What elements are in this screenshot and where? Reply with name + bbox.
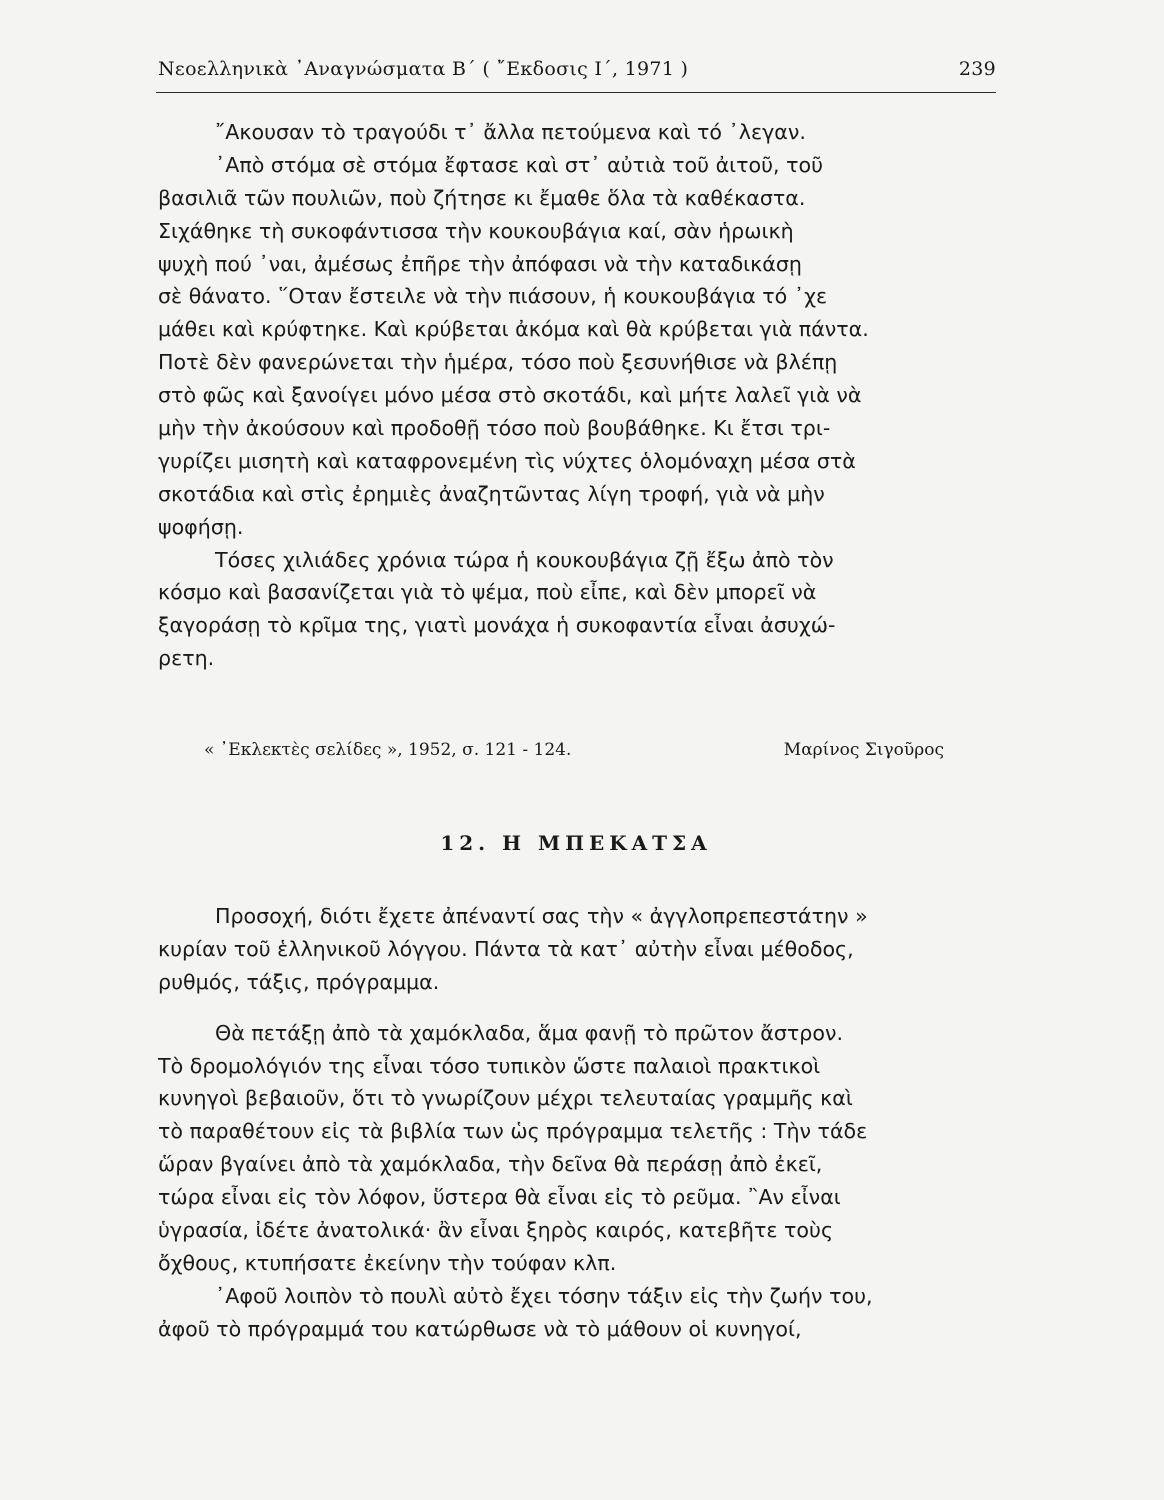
text-line: ᾿Αφοῦ λοιπὸν τὸ πουλὶ αὐτὸ ἔχει τόσην τάξιν εἰς τὴν ζωήν του, (215, 1283, 873, 1308)
text-line: ρυθμός, τάξις, πρόγραμμα. (158, 969, 440, 994)
text-line: κόσμο καὶ βασανίζεται γιὰ τὸ ψέμα, ποὺ εἶπε, καὶ δὲν μπορεῖ νὰ (158, 580, 817, 605)
text-line: Τόσες χιλιάδες χρόνια τώρα ἡ κουκουβάγια ζῇ ἔξω ἀπὸ τὸν (215, 547, 834, 572)
text-line: μάθει καὶ κρύφτηκε. Καὶ κρύβεται ἀκόμα καὶ θὰ κρύβεται γιὰ πάντα. (158, 317, 869, 342)
text-line: ᾿Απὸ στόμα σὲ στόμα ἔφτασε καὶ στ᾿ αὐτιὰ τοῦ ἀιτοῦ, τοῦ (215, 152, 824, 177)
text-line: ὄχθους, κτυπήσατε ἐκείνην τὴν τούφαν κλπ. (158, 1250, 617, 1275)
running-head (158, 58, 996, 90)
text-line: στὸ φῶς καὶ ξανοίγει μόνο μέσα στὸ σκοτάδι, καὶ μήτε λαλεῖ γιὰ νὰ (158, 383, 862, 408)
text-line: ρετη. (158, 646, 215, 671)
text-line: ῎Ακουσαν τὸ τραγούδι τ᾿ ἄλλα πετούμενα καὶ τό ᾿λεγαν. (215, 120, 806, 144)
text-line: ξαγοράσῃ τὸ κρῖμα της, γιατὶ μονάχα ἡ συκοφαντία εἶναι ἀσυχώ- (158, 613, 836, 638)
header-rule (156, 92, 996, 93)
text-line: βασιλιᾶ τῶν πουλιῶν, ποὺ ζήτησε κι ἔμαθε ὅλα τὰ καθέκαστα. (158, 185, 806, 210)
text-line: Σιχάθηκε τὴ συκοφάντισσα τὴν κουκουβάγια καί, σὰν ἡρωικὴ (158, 218, 794, 243)
text-line: ψυχὴ πού ᾿ναι, ἀμέσως ἐπῆρε τὴν ἀπόφασι νὰ τὴν καταδικάσῃ (158, 251, 802, 276)
text-line: ψοφήσῃ. (158, 514, 244, 539)
text-line: γυρίζει μισητὴ καὶ καταφρονεμένη τὶς νύχτες ὁλομόναχη μέσα στὰ (158, 448, 856, 473)
text-line: ὥραν βγαίνει ἀπὸ τὰ χαμόκλαδα, τὴν δεῖνα θὰ περάσῃ ἀπὸ ἐκεῖ, (158, 1152, 823, 1177)
passage-text (158, 116, 994, 675)
text-line: τώρα εἶναι εἰς τὸν λόφον, ὕστερα θὰ εἶναι εἰς τὸ ρεῦμα. ῍Αν εἶναι (158, 1185, 841, 1210)
text-line: τὸ παραθέτουν εἰς τὰ βιβλία των ὡς πρόγραμμα τελετῆς : Τὴν τάδε (158, 1119, 868, 1144)
text-line: Ποτὲ δὲν φανερώνεται τὴν ἡμέρα, τόσο ποὺ ξεσυνήθισε νὰ βλέπῃ (158, 350, 838, 375)
author: Μαρίνος Σιγοῦρος (783, 740, 944, 760)
text-line: Θὰ πετάξῃ ἀπὸ τὰ χαμόκλαδα, ἅμα φανῇ τὸ πρῶτον ἄστρον. (215, 1020, 844, 1045)
text-line: σὲ θάνατο. ῞Οταν ἔστειλε νὰ τὴν πιάσουν, ἡ κουκουβάγια τό ᾿χε (158, 284, 828, 309)
text-line: κυρίαν τοῦ ἑλληνικοῦ λόγγου. Πάντα τὰ κατ᾿ αὐτὴν εἶναι μέθοδος, (158, 936, 854, 961)
text-line: σκοτάδια καὶ στὶς ἐρημιὲς ἀναζητῶντας λίγη τροφή, γιὰ νὰ μὴν (158, 481, 825, 506)
page-number: 239 (958, 58, 996, 80)
text-line: ἀφοῦ τὸ πρόγραμμά του κατώρθωσε νὰ τὸ μάθουν οἱ κυνηγοί, (158, 1316, 802, 1341)
running-title: Νεοελληνικὰ ᾿Αναγνώσματα Β΄ ( ῎Εκδοσις Ι΄, 1971 ) (158, 58, 689, 80)
text-line: κυνηγοὶ βεβαιοῦν, ὅτι τὸ γνωρίζουν μέχρι τελευταίας γραμμῆς καὶ (158, 1086, 853, 1111)
chapter-text (158, 900, 994, 1346)
text-line: ὑγρασία, ἰδέτε ἀνατολικά· ἂν εἶναι ξηρὸς καιρός, κατεβῆτε τοὺς (158, 1218, 834, 1243)
text-line: μὴν τὴν ἀκούσουν καὶ προδοθῇ τόσο ποὺ βουβάθηκε. Κι ἔτσι τρι- (158, 416, 831, 441)
citation: « ᾿Εκλεκτὲς σελίδες », 1952, σ. 121 - 124. (204, 740, 572, 760)
text-line: Προσοχή, διότι ἔχετε ἀπέναντί σας τὴν « ἀγγλοπρεπεστάτην » (215, 904, 868, 928)
chapter-heading: 12. Η ΜΠΕΚΑΤΣΑ (440, 831, 712, 855)
text-line: Τὸ δρομολόγιόν της εἶναι τόσο τυπικὸν ὥστε παλαιοὶ πρακτικοὶ (158, 1053, 821, 1078)
